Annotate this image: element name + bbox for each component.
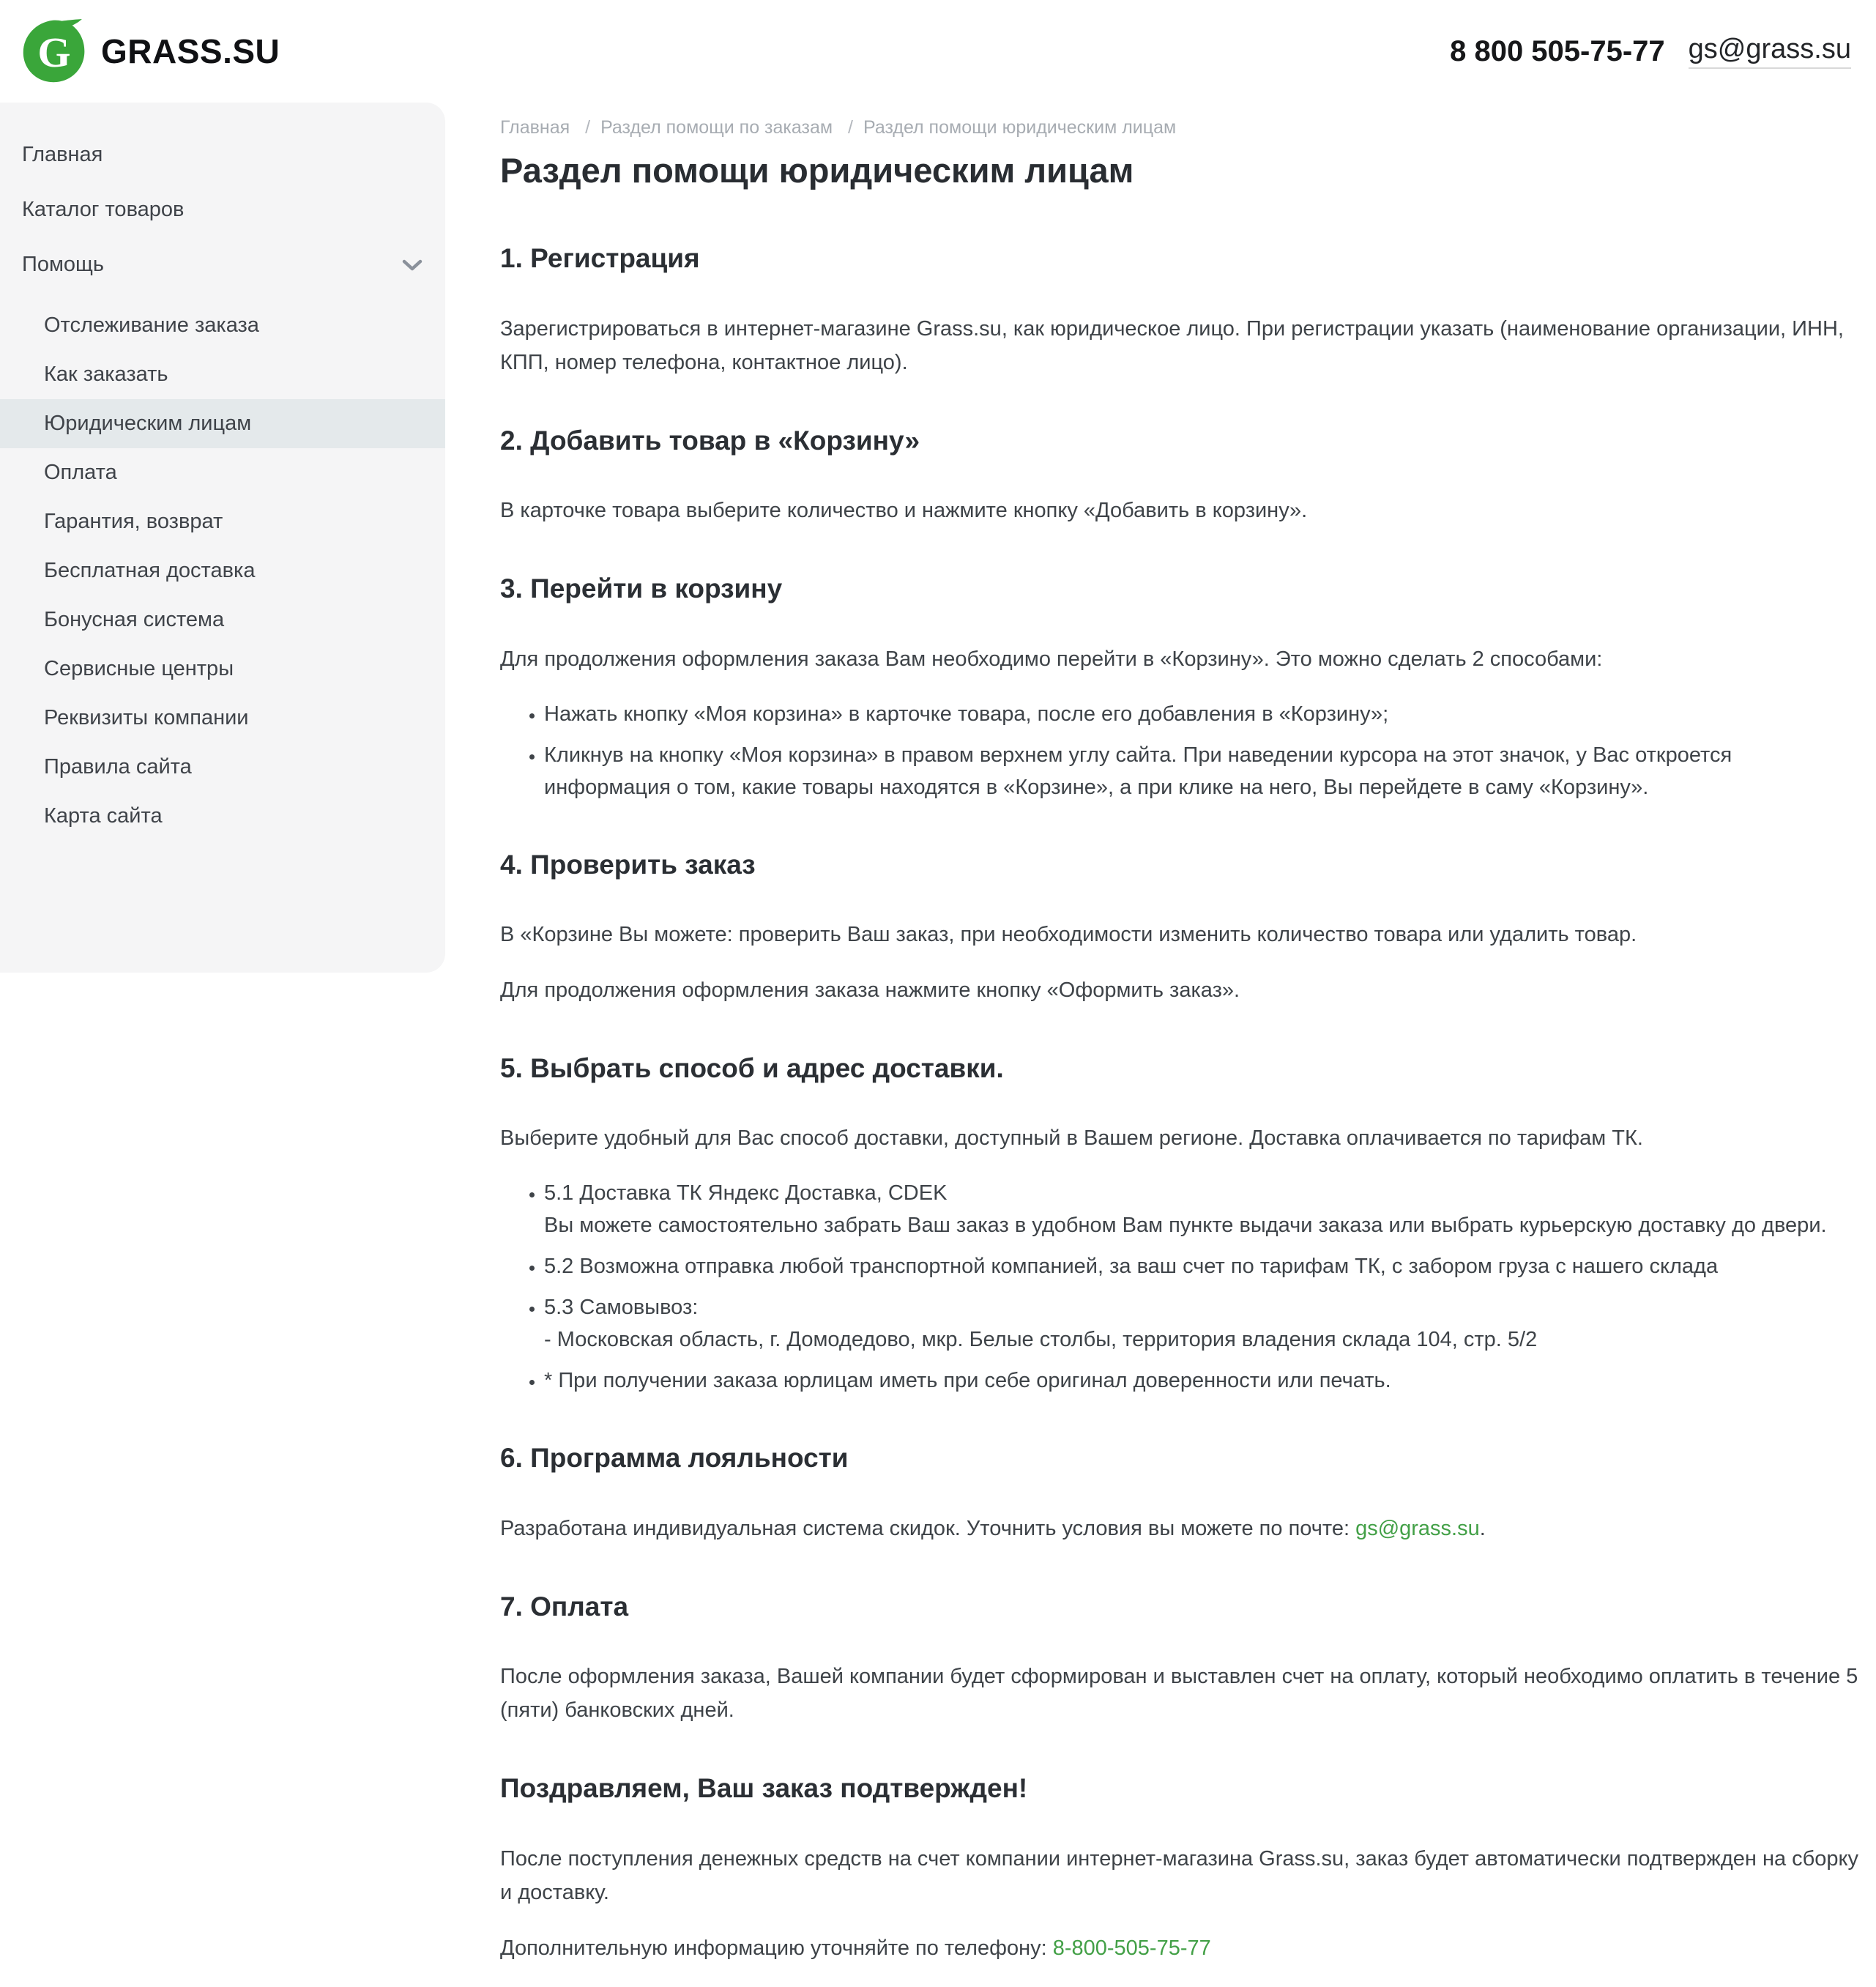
sidebar-subitem-sitemap[interactable]: Карта сайта xyxy=(44,804,163,828)
section-2-paragraph: В карточке товара выберите количество и нажмите кнопку «Добавить в корзину». xyxy=(500,499,1308,523)
breadcrumb xyxy=(500,117,1861,138)
page-layout xyxy=(0,103,1876,1987)
additional-info-paragraph xyxy=(500,1931,1861,1965)
chevron-down-icon xyxy=(401,259,423,272)
section-5-title: 5. Выбрать способ и адрес доставки. xyxy=(500,1052,1004,1083)
sidebar-subitem-how-to-order[interactable]: Как заказать xyxy=(44,363,168,386)
header-phone-link[interactable]: 8 800 505-75-77 xyxy=(1450,34,1665,67)
breadcrumb-current-page: / Раздел помощи юридическим лицам xyxy=(838,117,1176,138)
cart-options-list xyxy=(500,698,1861,803)
pickup-address: - Московская область, г. Домодедово, мкр. Белые столбы, территория владения склада 104, стр. 5/2 xyxy=(544,1328,1538,1352)
svg-text:G: G xyxy=(37,29,71,77)
section-4-paragraph-1: В «Корзине Вы можете: проверить Ваш заказ, при необходимости изменить количество товара или удалить товар. xyxy=(500,922,1637,946)
section-4-title: 4. Проверить заказ xyxy=(500,849,756,880)
sidebar-subitem-service-centers[interactable]: Сервисные центры xyxy=(44,657,234,680)
section-6-text-after: . xyxy=(1479,1516,1486,1540)
breadcrumb-home[interactable]: Главная xyxy=(500,117,570,138)
list-item xyxy=(544,1364,1861,1397)
sidebar-item-help[interactable] xyxy=(0,237,445,292)
list-item: • Нажать кнопку «Моя корзина» в карточке товара, после его добавления в «Корзину»; xyxy=(544,698,1861,730)
sidebar-subitem-payment[interactable]: Оплата xyxy=(44,461,117,484)
site-header xyxy=(0,0,1876,103)
section-5-paragraph: Выберите удобный для Вас способ доставки, доступный в Вашем регионе. Доставка оплачивается по тарифам ТК. xyxy=(500,1126,1643,1151)
delivery-option-5-3: 5.3 Самовывоз: xyxy=(544,1296,699,1320)
section-6-paragraph xyxy=(500,1512,1861,1545)
help-submenu xyxy=(0,301,445,841)
section-2-title: 2. Добавить товар в «Корзину» xyxy=(500,425,920,456)
sidebar-item-catalog[interactable] xyxy=(0,182,445,237)
sidebar-subitem-site-rules[interactable]: Правила сайта xyxy=(44,755,192,779)
additional-info-text: Дополнительную информацию уточняйте по телефону: xyxy=(500,1936,1053,1960)
order-confirmed-paragraph: После поступления денежных средств на счет компании интернет-магазина Grass.su, заказ будет автоматически подтвержден на сборку и доставку. xyxy=(500,1846,1859,1904)
sidebar xyxy=(0,103,445,973)
sidebar-item-label: Помощь xyxy=(22,253,105,276)
list-item xyxy=(544,1291,1861,1356)
sidebar-subitem-bonus-system[interactable]: Бонусная система xyxy=(44,608,225,631)
sidebar-subitem-company-details[interactable]: Реквизиты компании xyxy=(44,706,249,729)
section-6-text: Разработана индивидуальная система скидок. Уточнить условия вы можете по почте: xyxy=(500,1516,1356,1540)
delivery-option-5-2: 5.2 Возможна отправка любой транспортной компанией, за ваш счет по тарифам ТК, с забором груза с нашего склада xyxy=(544,1255,1719,1279)
section-1-title: 1. Регистрация xyxy=(500,243,700,274)
section-6-title: 6. Программа лояльности xyxy=(500,1443,849,1474)
sidebar-subitem-order-tracking[interactable]: Отслеживание заказа xyxy=(44,313,259,337)
breadcrumb-help-section[interactable]: / Раздел помощи по заказам xyxy=(575,117,833,138)
header-contacts xyxy=(1450,34,1851,69)
logo[interactable] xyxy=(22,19,280,83)
section-3-paragraph: Для продолжения оформления заказа Вам необходимо перейти в «Корзину». Это можно сделать 2 способами: xyxy=(500,647,1603,671)
sidebar-subitem-legal-entities[interactable]: Юридическим лицам xyxy=(0,399,445,448)
list-item: • Кликнув на кнопку «Моя корзина» в правом верхнем углу сайта. При наведении курсора на этот значок, у Вас откроется информация о том, какие товары находятся в «Корзине», а при клике на него, Вы перейдете в саму «Корзину». xyxy=(544,739,1861,803)
sidebar-item-home[interactable] xyxy=(0,127,445,182)
list-item xyxy=(544,1177,1861,1241)
legal-entity-note: * При получении заказа юрлицам иметь при себе оригинал доверенности или печать. xyxy=(544,1369,1391,1393)
section-4-paragraph-2: Для продолжения оформления заказа нажмите кнопку «Оформить заказ». xyxy=(500,978,1240,1002)
page-title: Раздел помощи юридическим лицам xyxy=(500,151,1134,190)
sidebar-item-label: Каталог товаров xyxy=(22,198,185,221)
header-email-link[interactable]: gs@grass.su xyxy=(1689,34,1851,69)
sidebar-subitem-warranty-returns[interactable]: Гарантия, возврат xyxy=(44,510,223,533)
grass-logo-icon xyxy=(22,19,86,83)
delivery-option-5-1-note: Вы можете самостоятельно забрать Ваш заказ в удобном Вам пункте выдачи заказа или выбрать курьерскую доставку до двери. xyxy=(544,1214,1827,1238)
main-content xyxy=(500,103,1861,1987)
list-item xyxy=(544,1250,1861,1282)
footer-phone-link[interactable]: 8-800-505-75-77 xyxy=(1052,1936,1211,1960)
logo-text: GRASS.SU xyxy=(101,32,280,70)
delivery-option-5-1: 5.1 Доставка ТК Яндекс Доставка, CDEK xyxy=(544,1181,948,1206)
section-3-title: 3. Перейти в корзину xyxy=(500,573,783,604)
delivery-options-list xyxy=(500,1177,1861,1397)
section-7-title: 7. Оплата xyxy=(500,1591,629,1622)
section-7-paragraph: После оформления заказа, Вашей компании будет сформирован и выставлен счет на оплату, который необходимо оплатить в течение 5 (пяти) банковских дней. xyxy=(500,1665,1858,1723)
section-1-paragraph: Зарегистрироваться в интернет-магазине Grass.su, как юридическое лицо. При регистрации указать (наименование организации, ИНН, КПП, номер телефона, контактное лицо). xyxy=(500,316,1844,374)
sidebar-item-label: Главная xyxy=(22,143,103,166)
loyalty-email-link[interactable]: gs@grass.su xyxy=(1355,1516,1480,1540)
sidebar-subitem-free-shipping[interactable]: Бесплатная доставка xyxy=(44,559,256,582)
order-confirmed-title: Поздравляем, Ваш заказ подтвержден! xyxy=(500,1773,1028,1804)
